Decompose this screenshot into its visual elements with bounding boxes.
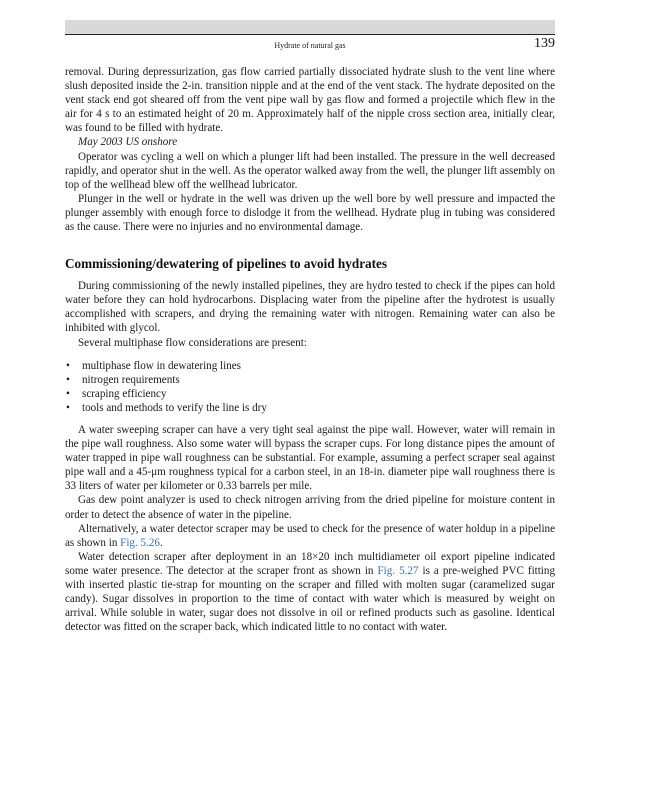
header-bar [65,20,555,34]
bullet-icon: • [66,401,70,414]
paragraph: Several multiphase flow considerations are present: [78,336,307,349]
paragraph: Alternatively, a water detector scraper may be used to check for the presence of water holdup in a pipeline as shown in Fig. 5.26. [65,522,555,549]
page-number: 139 [534,36,555,51]
paragraph: Water detection scraper after deployment in an 18×20 inch multidiameter oil export pipeline indicated some water presence. The detector at the scraper front as shown in Fig. 5.27 is a pre-weighed PVC fitting with inserted plastic tie-strap for mounting on the scraper and filled with molten sugar (caramelized sugar candy). Sugar dissolves in proportion to the time of contact with water which is measured by weight on arrival. While soluble in water, sugar does not dissolve in oil or refined products such as gasoline. Identical detector was fitted on the scraper back, which indicated little to no contact with water. [65,550,555,634]
header-rule [65,34,555,35]
paragraph: A water sweeping scraper can have a very tight seal against the pipe wall. However, water will remain in the pipe wall roughness. Also some water will bypass the scraper cups. For long distance pipes the amount of water trapped in pipe wall roughness can be substantial. For example, assuming a perfect scraper seal against pipe wall and a 45-μm roughness typical for a carbon steel, in an 18-in. diameter pipe wall roughness there is 33 liters of water per kilometer or 0.33 barrels per mile. [65,423,555,493]
case-label: May 2003 US onshore [78,136,178,149]
bullet-icon: • [66,387,70,400]
bullet-icon: • [66,359,70,372]
running-head: Hydrate of natural gas [274,41,346,50]
list-item: • scraping efficiency [66,387,167,400]
list-item: • nitrogen requirements [66,373,180,386]
section-heading: Commissioning/dewatering of pipelines to avoid hydrates [65,256,388,272]
list-item: • multiphase flow in dewatering lines [66,359,241,372]
paragraph: removal. During depressurization, gas flow carried partially dissociated hydrate slush to the vent line where slush deposited inside the 2-in. transition nipple and at the end of the vent stack. The hydrate deposited on the vent stack end got sheared off from the vent pipe wall by gas flow and formed a projectile which flew in the air for 4 s to an estimated height of 20 m. Approximately half of the nipple cross section area, initially clear, was found to be filled with hydrate. [65,66,555,135]
bullet-icon: • [66,373,70,386]
list-item: • tools and methods to verify the line is dry [66,401,267,414]
paragraph: Gas dew point analyzer is used to check nitrogen arriving from the dried pipeline for moisture content in order to detect the absence of water in the pipeline. [65,494,555,521]
page-body [65,65,555,634]
figure-link-5-26[interactable]: Fig. 5.26 [120,536,160,549]
paragraph: Plunger in the well or hydrate in the well was driven up the well bore by well pressure and impacted the plunger assembly with enough force to dislodge it from the wellhead. Hydrate plug in tubing was considered as the cause. There were no injuries and no environmental damage. [65,192,555,234]
paragraph: Operator was cycling a well on which a plunger lift had been installed. The pressure in the well decreased rapidly, and operator shut in the well. As the operator walked away from the well, the plunger lift assembly on top of the wellhead blew off the wellhead lubricator. [65,150,555,191]
bullet-list [65,359,555,415]
paragraph: During commissioning of the newly installed pipelines, they are hydro tested to check if the pipes can hold water before they can hold hydrocarbons. Displacing water from the pipeline after the hydrotest is usually accomplished with scrapers, and drying the remaining water with nitrogen. Remaining water can also be inhibited with glycol. [65,280,555,335]
figure-link-5-27[interactable]: Fig. 5.27 [377,564,419,577]
